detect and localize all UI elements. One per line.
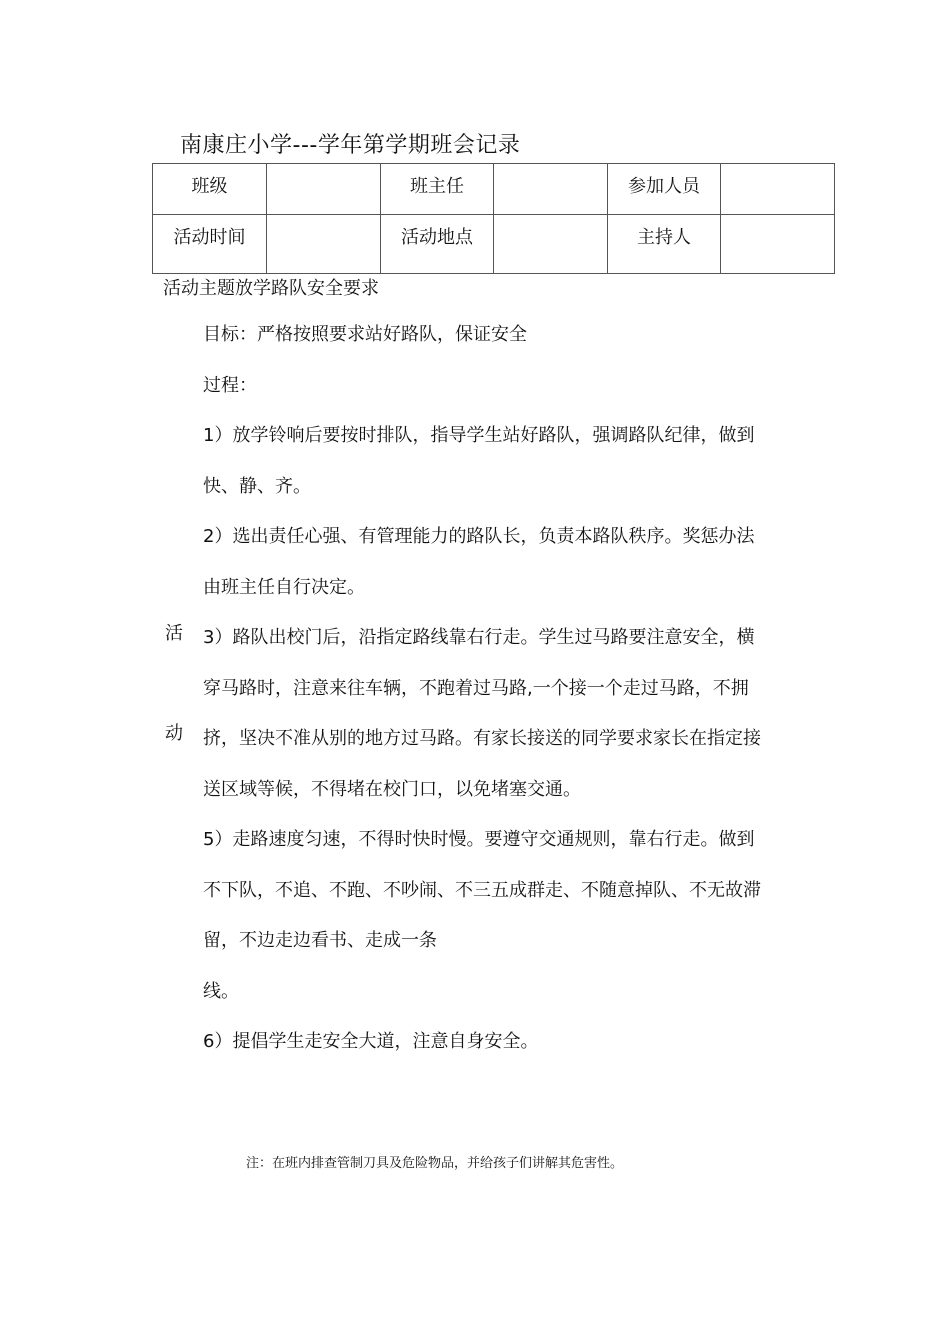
content-line: 线。 (203, 980, 239, 1002)
class-meeting-info-table (152, 163, 835, 274)
head-teacher-value (494, 164, 608, 215)
content-line: 挤，坚决不准从别的地方过马路。有家长接送的同学要求家长在指定接 (203, 728, 761, 749)
content-line: 送区域等候，不得堵在校门口，以免堵塞交通。 (203, 778, 581, 800)
content-line: 5）走路速度匀速，不得时快时慢。要遵守交通规则，靠右行走。做到 (203, 829, 755, 850)
host-value (721, 215, 835, 274)
activity-location-value (494, 215, 608, 274)
table-row (153, 215, 835, 274)
class-label: 班级 (153, 164, 267, 215)
goal-line: 目标：严格按照要求站好路队，保证安全 (203, 324, 527, 345)
host-label: 主持人 (608, 215, 721, 274)
activity-time-label: 活动时间 (153, 215, 267, 274)
content-line: 1）放学铃响后要按时排队，指导学生站好路队，强调路队纪律，做到 (203, 425, 755, 446)
side-label-char: 活 (165, 623, 183, 644)
content-line: 由班主任自行决定。 (203, 576, 365, 598)
page-title: 南康庄小学---学年第学期班会记录 (180, 133, 521, 158)
activity-time-value (267, 215, 381, 274)
content-line: 2）选出责任心强、有管理能力的路队长，负责本路队秩序。奖惩办法 (203, 526, 755, 547)
content-line: 穿马路时，注意来往车辆，不跑着过马路,一个接一个走过马路，不拥 (203, 677, 749, 699)
side-label-char: 动 (165, 723, 183, 744)
activity-location-label: 活动地点 (381, 215, 494, 274)
content-line: 不下队，不追、不跑、不吵闹、不三五成群走、不随意掉队、不无故滞 (203, 879, 761, 901)
participants-value (721, 164, 835, 215)
content-line: 6）提倡学生走安全大道，注意自身安全。 (203, 1031, 539, 1052)
content-line: 3）路队出校门后，沿指定路线靠右行走。学生过马路要注意安全，横 (203, 627, 755, 648)
class-value (267, 164, 381, 215)
activity-theme: 活动主题放学路队安全要求 (163, 278, 379, 299)
participants-label: 参加人员 (608, 164, 721, 215)
content-line: 快、静、齐。 (203, 475, 311, 497)
head-teacher-label: 班主任 (381, 164, 494, 215)
table-row (153, 164, 835, 215)
content-line: 留，不边走边看书、走成一条 (203, 930, 437, 951)
activity-content (203, 310, 835, 1068)
process-heading: 过程： (203, 374, 257, 396)
footer-note: 注：在班内排查管制刀具及危险物品，并给孩子们讲解其危害性。 (246, 1156, 624, 1171)
